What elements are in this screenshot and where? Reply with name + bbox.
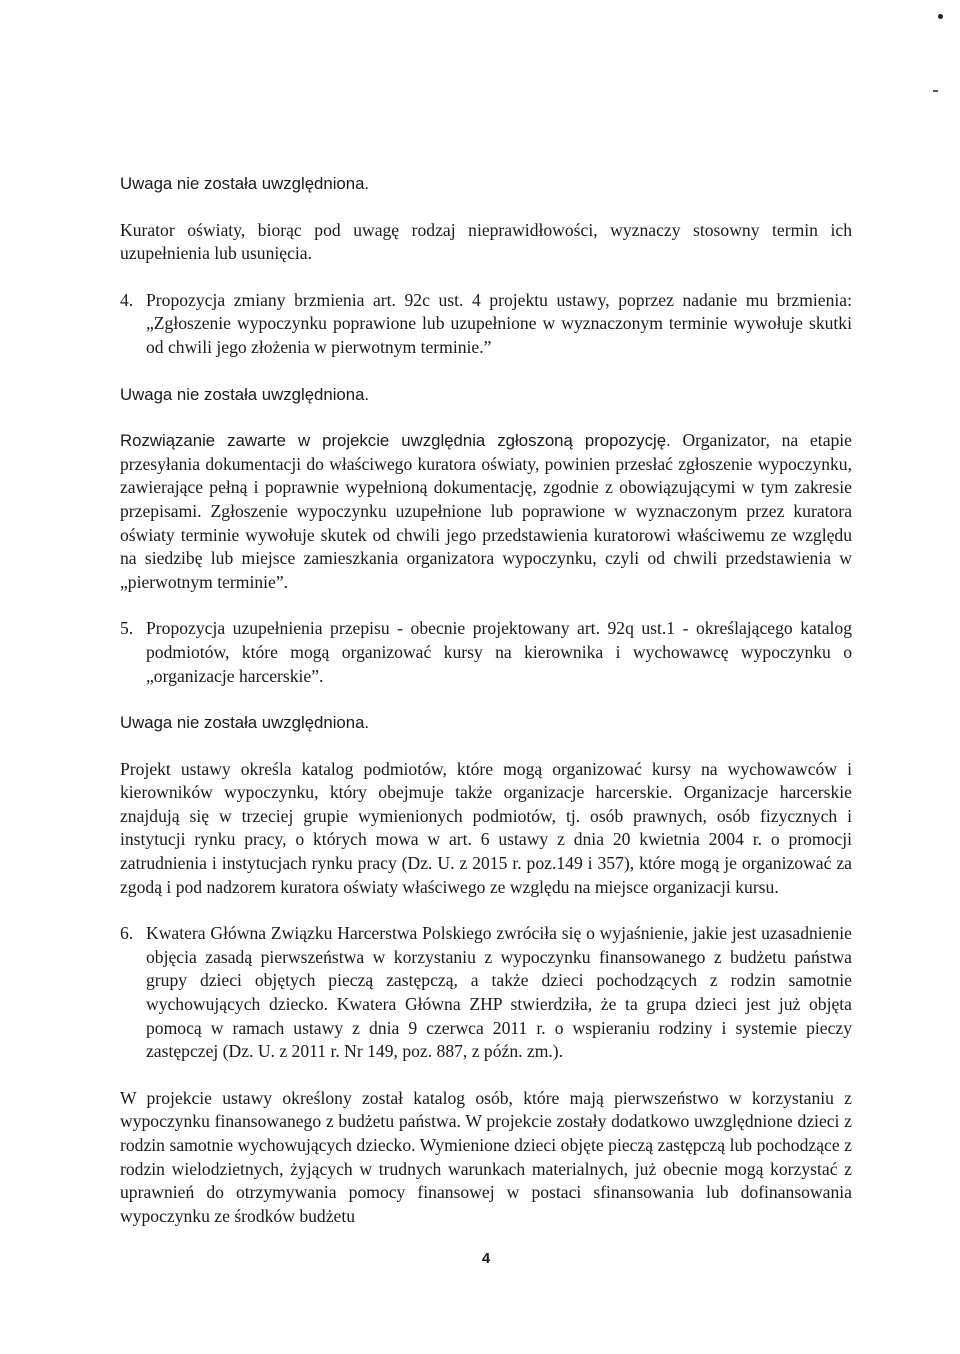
item-4-number: 4. xyxy=(120,289,134,310)
item-5 xyxy=(120,617,852,688)
paragraph-curator-deadline: Kurator oświaty, biorąc pod uwagę rodzaj nieprawidłowości, wyznaczy stosowny termin ich uzupełnienia lub usunięcia. xyxy=(120,219,852,264)
item-5-text: Propozycja uzupełnienia przepisu - obecnie projektowany art. 92q ust.1 - określającego katalog podmiotów, które mogą organizować kursy na kierownika i wychowawcę wypoczynku o „organizacje harcerskie”. xyxy=(146,618,852,686)
scan-dot-mark xyxy=(938,14,943,19)
item-6-text: Kwatera Główna Związku Harcerstwa Polskiego zwróciła się o wyjaśnienie, jakie jest uzasadnienie objęcia zasadą pierwszeństwa w korzystaniu z wypoczynku finansowanego z budżetu państwa grupy dzieci objętych pieczą zastępczą, a także dzieci pochodzących z rodzin samotnie wychowujących dziecko. Kwatera Główna ZHP stwierdziła, że ta grupa dzieci jest już objęta pomocą w ramach ustawy z dnia 9 czerwca 2011 r. o wspieraniu rodziny i systemie pieczy zastępczej (Dz. U. z 2011 r. Nr 149, poz. 887, z późn. zm.). xyxy=(146,923,852,1062)
page-number: 4 xyxy=(481,1250,491,1267)
note-not-accepted-3: Uwaga nie została uwzględniona. xyxy=(120,713,370,733)
item-6-number: 6. xyxy=(120,923,134,944)
paragraph-solution xyxy=(120,429,852,594)
paragraph-solution-lead: Rozwiązanie zawarte w projekcie uwzględnia zgłoszoną propozycję. xyxy=(120,431,671,451)
paragraph-solution-body: Organizator, na etapie przesyłania dokumentacji do właściwego kuratora oświaty, powinien przesłać zgłoszenie wypoczynku, zawierające pełną i poprawnie wypełnioną dokumentację, zgodnie z obowiązującymi w tym zakresie przepisami. Zgłoszenie wypoczynku uzupełnione lub poprawione w wyznaczonym przez kuratora oświaty terminie wywołuje skutek od chwili jego przedstawienia kuratorowi właściwemu ze względu na siedzibę lub miejsce zamieszkania organizatora wypoczynku, czyli od chwili przedstawienia w „pierwotnym terminie”. xyxy=(120,430,852,592)
item-4 xyxy=(120,289,852,360)
item-6 xyxy=(120,922,852,1064)
scan-dash-mark xyxy=(933,90,938,92)
item-4-text: Propozycja zmiany brzmienia art. 92c ust. 4 projektu ustawy, poprzez nadanie mu brzmienia: „Zgłoszenie wypoczynku poprawione lub uzupełnione w wyznaczonym terminie wywołuje skutki od chwili jego złożenia w pierwotnym terminie.” xyxy=(146,289,852,357)
document-body xyxy=(120,172,852,1251)
item-5-number: 5. xyxy=(120,618,134,639)
note-not-accepted-2: Uwaga nie została uwzględniona. xyxy=(120,384,370,404)
paragraph-priority-catalog: W projekcie ustawy określony został katalog osób, które mają pierwszeństwo w korzystaniu z wypoczynku finansowanego z budżetu państwa. W projekcie zostały dodatkowo uwzględnione dzieci z rodzin samotnie wychowujących dziecko. Wymienione dzieci objęte pieczą zastępczą lub pochodzące z rodzin wielodzietnych, żyjących w trudnych warunkach materialnych, już obecnie mogą korzystać z uprawnień do otrzymywania pomocy finansowej w postaci sfinansowania lub dofinansowania wypoczynku ze środków budżetu xyxy=(120,1087,852,1226)
note-not-accepted-1: Uwaga nie została uwzględniona. xyxy=(120,174,370,193)
paragraph-course-organizers: Projekt ustawy określa katalog podmiotów, które mogą organizować kursy na wychowawców i kierowników wypoczynku, który obejmuje także organizacje harcerskie. Organizacje harcerskie znajdują się w trzeciej grupie wymienionych podmiotów, tj. osób prawnych, osób fizycznych i instytucji rynku pracy, o których mowa w art. 6 ustawy z dnia 20 kwietnia 2004 r. o promocji zatrudnienia i instytucjach rynku pracy (Dz. U. z 2015 r. poz.149 i 357), które mogą je organizować za zgodą i pod nadzorem kuratora oświaty właściwego ze względu na miejsce organizacji kursu. xyxy=(120,758,852,897)
